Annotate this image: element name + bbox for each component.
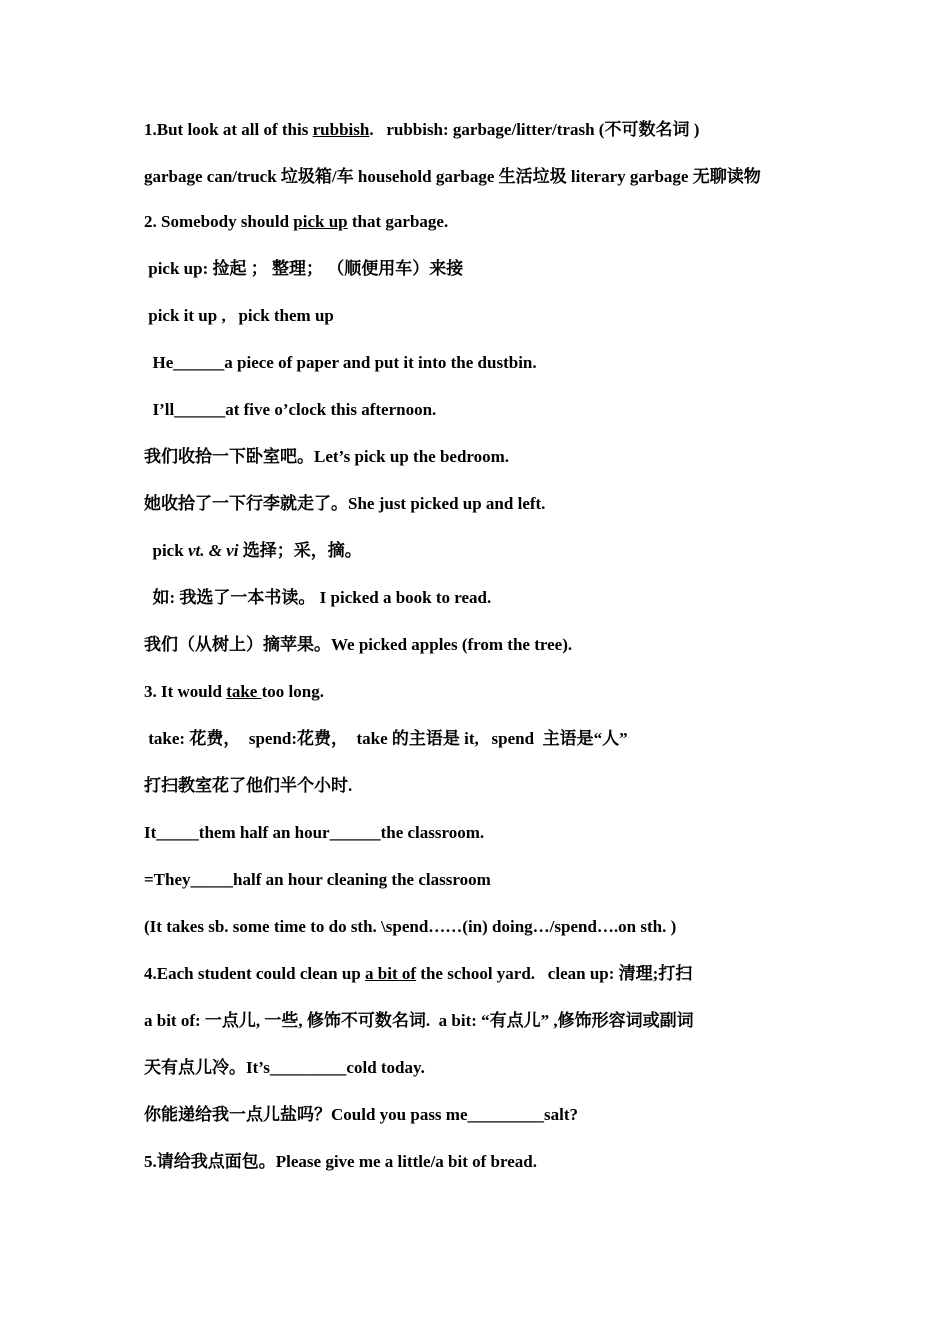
text-span: 她收拾了一下行李就走了。She just picked up and left. bbox=[144, 494, 546, 513]
text-span: I’ll______at five o’clock this afternoon. bbox=[144, 400, 437, 419]
text-line bbox=[144, 165, 814, 188]
text-line bbox=[144, 304, 814, 327]
text-line bbox=[144, 210, 814, 233]
text-line bbox=[144, 586, 814, 609]
underlined-phrase: rubbish bbox=[312, 120, 370, 139]
text-line bbox=[144, 539, 814, 562]
text-span: . rubbish: garbage/litter/trash (不可数名词 ) bbox=[369, 120, 700, 139]
text-span: take: 花费， spend:花费， take 的主语是 it, spend 主语是“人” bbox=[144, 729, 628, 748]
text-line bbox=[144, 257, 814, 280]
text-span: 4.Each student could clean up bbox=[144, 964, 366, 983]
text-span: 打扫教室花了他们半个小时. bbox=[144, 776, 353, 795]
text-line bbox=[144, 774, 814, 797]
text-line bbox=[144, 680, 814, 703]
text-span: garbage can/truck 垃圾箱/车 household garbage 生活垃圾 literary garbage 无聊读物 bbox=[144, 167, 761, 186]
text-span: a bit of: 一点儿, 一些, 修饰不可数名词. a bit: “有点儿” ,修饰形容词或副词 bbox=[144, 1011, 694, 1030]
document-page bbox=[144, 118, 814, 1197]
text-line bbox=[144, 398, 814, 421]
underlined-phrase: pick up bbox=[293, 212, 348, 231]
underlined-phrase: a bit of bbox=[365, 964, 417, 983]
text-span: 天有点儿冷。It’s_________cold today. bbox=[144, 1058, 425, 1077]
text-line bbox=[144, 118, 814, 141]
text-span: =They_____half an hour cleaning the classroom bbox=[144, 870, 491, 889]
text-line bbox=[144, 633, 814, 656]
text-line bbox=[144, 915, 814, 938]
text-span: too long. bbox=[261, 682, 324, 701]
text-line bbox=[144, 351, 814, 374]
text-span: that garbage. bbox=[347, 212, 449, 231]
text-line bbox=[144, 962, 814, 985]
text-line bbox=[144, 821, 814, 844]
text-line bbox=[144, 1150, 814, 1173]
text-span: 选择；采，摘。 bbox=[238, 541, 362, 560]
text-span: He______a piece of paper and put it into the dustbin. bbox=[144, 353, 537, 372]
text-span: the school yard. clean up: 清理;打扫 bbox=[416, 964, 693, 983]
text-span: 1.But look at all of this bbox=[144, 120, 313, 139]
text-span: 2. Somebody should bbox=[144, 212, 294, 231]
italic-phrase: vt. & vi bbox=[187, 541, 239, 560]
text-line bbox=[144, 868, 814, 891]
text-span: 你能递给我一点儿盐吗？Could you pass me_________salt? bbox=[144, 1105, 579, 1124]
text-span: It_____them half an hour______the classroom. bbox=[144, 823, 485, 842]
text-span: pick it up , pick them up bbox=[144, 306, 334, 325]
text-line bbox=[144, 1056, 814, 1079]
text-span: (It takes sb. some time to do sth. \spend……(in) doing…/spend….on sth. ) bbox=[144, 917, 677, 936]
text-span: 5.请给我点面包。Please give me a little/a bit of bread. bbox=[144, 1152, 537, 1171]
text-line bbox=[144, 1009, 814, 1032]
text-span: 如: 我选了一本书读。 I picked a book to read. bbox=[144, 588, 492, 607]
text-span: pick up: 捡起 ； 整理； （顺便用车）来接 bbox=[144, 259, 464, 278]
text-span: pick bbox=[144, 541, 188, 560]
text-span: 我们收拾一下卧室吧。Let’s pick up the bedroom. bbox=[144, 447, 510, 466]
text-line bbox=[144, 445, 814, 468]
text-span: 我们（从树上）摘苹果。We picked apples (from the tree). bbox=[144, 635, 573, 654]
text-line bbox=[144, 1103, 814, 1126]
underlined-phrase: take bbox=[226, 682, 262, 701]
text-span: 3. It would bbox=[144, 682, 227, 701]
text-line bbox=[144, 492, 814, 515]
text-line bbox=[144, 727, 814, 750]
